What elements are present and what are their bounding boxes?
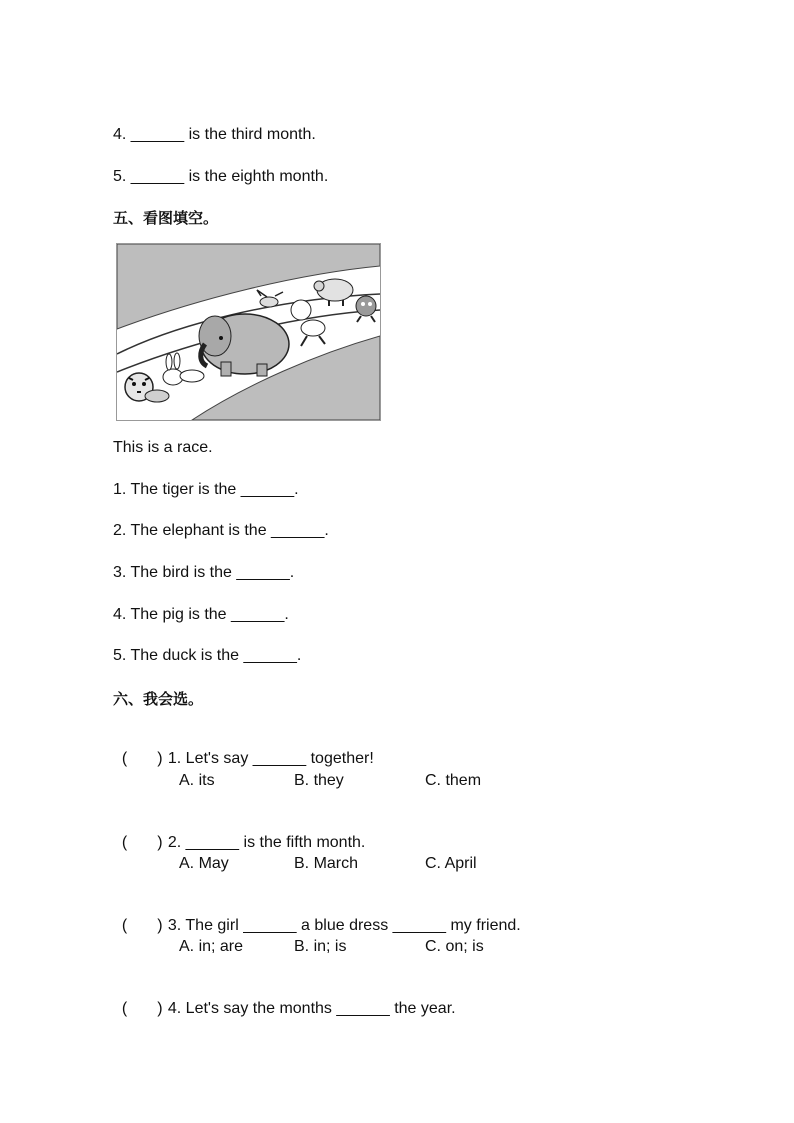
option-c: C. on; is <box>425 938 484 955</box>
race-item-3: 3. The bird is the ______. <box>113 564 295 581</box>
option-b: B. they <box>294 772 344 789</box>
option-b: B. March <box>294 855 359 872</box>
section6-heading: 六、我会选。 <box>113 690 204 708</box>
question-3 <box>113 896 521 936</box>
answer-bracket: ( ) <box>121 917 163 934</box>
option-a: A. May <box>179 855 229 872</box>
question-stem: 3. The girl ______ a blue dress ______ my friend. <box>167 917 521 934</box>
option-c: C. them <box>425 772 482 789</box>
fill-item-4: 4. ______ is the third month. <box>113 126 316 143</box>
section5-heading: 五、看图填空。 <box>113 209 219 227</box>
answer-bracket: ( ) <box>121 834 163 851</box>
race-item-2: 2. The elephant is the ______. <box>113 522 329 539</box>
race-item-4: 4. The pig is the ______. <box>113 606 289 623</box>
option-a: A. in; are <box>179 938 244 955</box>
question-stem: 2. ______ is the fifth month. <box>167 834 366 851</box>
race-picture <box>116 243 381 421</box>
question-1 <box>113 729 374 769</box>
question-2 <box>113 813 365 853</box>
answer-bracket: ( ) <box>121 1000 163 1017</box>
question-stem: 1. Let's say ______ together! <box>167 750 374 767</box>
question-stem: 4. Let's say the months ______ the year. <box>167 1000 456 1017</box>
race-intro: This is a race. <box>113 439 213 456</box>
option-a: A. its <box>179 772 215 789</box>
fill-item-5: 5. ______ is the eighth month. <box>113 168 329 185</box>
question-4 <box>113 979 456 1019</box>
race-item-1: 1. The tiger is the ______. <box>113 481 299 498</box>
option-c: C. April <box>425 855 477 872</box>
option-b: B. in; is <box>294 938 347 955</box>
race-item-5: 5. The duck is the ______. <box>113 647 302 664</box>
answer-bracket: ( ) <box>121 750 163 767</box>
